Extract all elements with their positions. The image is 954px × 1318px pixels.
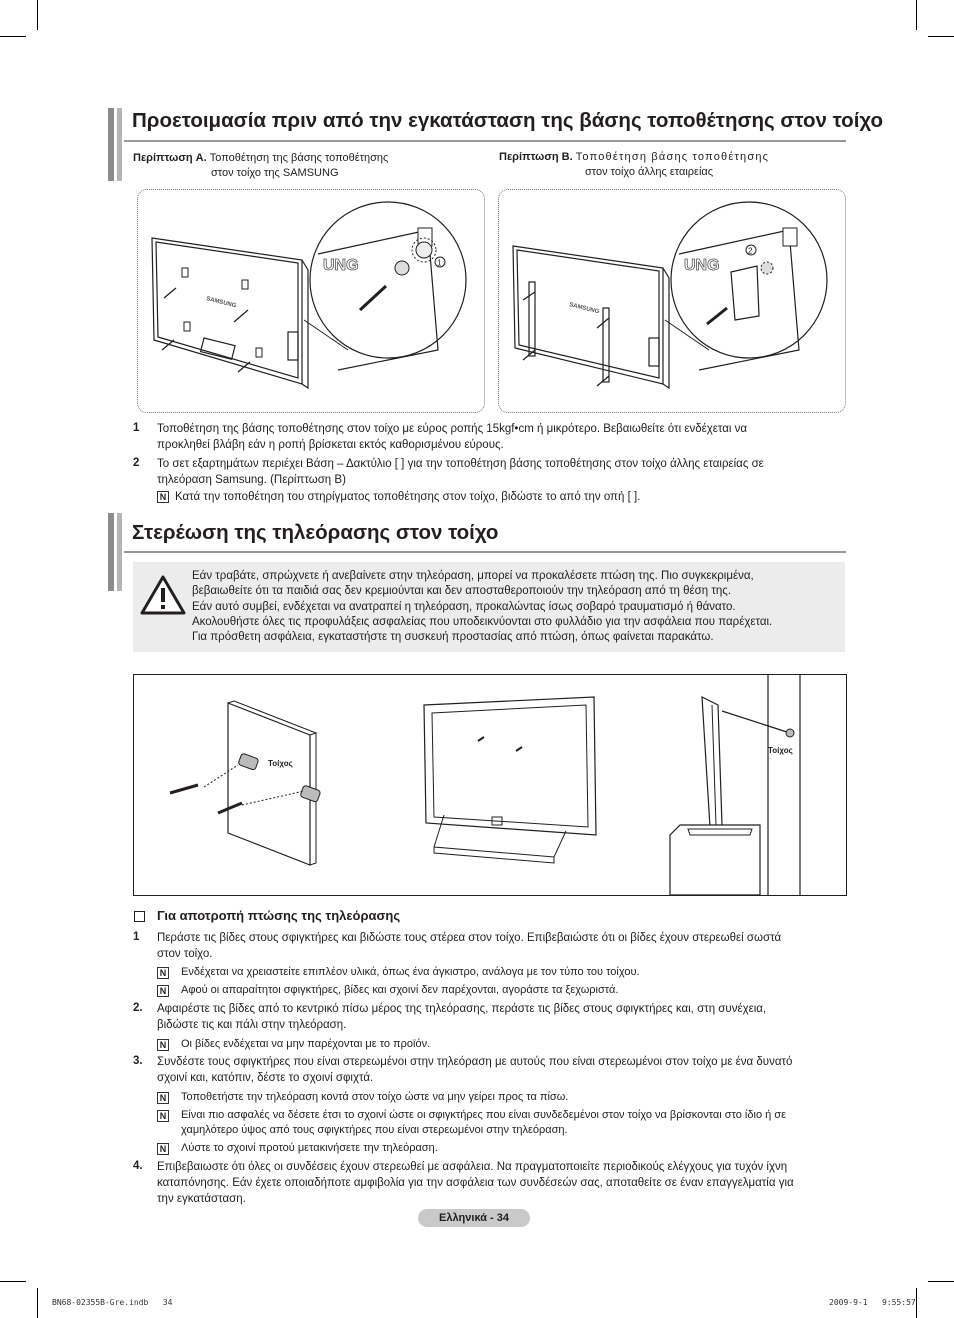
case-b-label: Περίπτωση B.: [499, 151, 573, 163]
case-a-text-2: στον τοίχο της SAMSUNG: [211, 167, 339, 179]
step-note-line: χαμηλότερο ύψος από τους σφιγκτήρες που είναι στερεωμένοι στην τηλεόραση.: [181, 1124, 568, 1136]
section-marker: [117, 513, 122, 591]
step-text: [157, 1001, 847, 1033]
footer-timestamp: 2009-9-1 9:55:57: [829, 1298, 916, 1307]
crop-mark: [916, 0, 917, 30]
crop-mark: [0, 1281, 26, 1282]
section-title: Προετοιμασία πριν από την εγκατάσταση της βάσης τοποθέτησης στον τοίχο: [132, 109, 883, 132]
title-rule: [124, 551, 846, 553]
step-note: Λύστε το σχοινί προτού μετακινήσετε την τηλεόραση.: [181, 1142, 438, 1154]
step-text: [157, 1054, 847, 1086]
subheading: Για αποτροπή πτώσης της τηλεόρασης: [157, 908, 401, 923]
footer-file: BN68-02355B-Gre.indb 34: [52, 1298, 173, 1307]
step-line: στον τοίχο.: [157, 948, 213, 960]
note-number: 1: [133, 422, 140, 434]
case-b-caption: [499, 150, 819, 180]
note-text: [157, 421, 847, 453]
case-a-text: Τοποθέτηση της βάσης τοποθέτησης: [209, 152, 389, 164]
case-a-caption: [133, 151, 433, 181]
diagram-case-a: [137, 189, 485, 413]
callout-1: 1: [437, 258, 442, 268]
step-note-line: Είναι πιο ασφαλές να δέσετε έτσι το σχοινί ώστε οι σφιγκτήρες που είναι συνδεδεμένοι στον τοίχο να βρίσκονται στο ίδιο ή σε: [181, 1109, 786, 1121]
crop-mark: [37, 0, 38, 30]
callout-2: 2: [748, 246, 753, 256]
note-icon: N: [157, 985, 169, 997]
samsung-logo: SAMSUNG: [205, 296, 237, 310]
note-icon: N: [157, 1092, 169, 1104]
warning-line: βεβαιωθείτε ότι τα παιδιά σας δεν κρεμιούνται και δεν αποσταθεροποιούν την τηλεόραση από τη θέση της.: [192, 585, 732, 598]
step-number: 2.: [133, 1002, 143, 1014]
note-line: Τοποθέτηση της βάσης τοποθέτησης στον τοίχο με εύρος ροπής 15kgf•cm ή μικρότερο. Βεβαιωθείτε ότι ενδέχεται να: [157, 423, 748, 435]
tv-back-illustration-b: [499, 190, 845, 412]
step-line: βιδώστε τις και πάλι στην τηλεόραση.: [157, 1019, 347, 1031]
case-b-text: Τοποθέτηση βάσης τοποθέτησης: [575, 151, 770, 163]
crop-mark: [928, 36, 954, 37]
sub-note: Κατά την τοποθέτηση του στηρίγματος τοποθέτησης στον τοίχο, βιδώστε το από την οπή [ ].: [175, 491, 641, 503]
crop-mark: [916, 1288, 917, 1318]
note-line: Το σετ εξαρτημάτων περιέχει Βάση – Δακτύλιο [ ] για την τοποθέτηση βάσης τοποθέτησης στον τοίχο άλλης εταιρείας σε: [157, 458, 764, 470]
note-line: τηλεόραση Samsung. (Περίπτωση B): [157, 474, 346, 486]
wall-label: Τοίχος: [768, 746, 793, 755]
note-icon: N: [157, 1110, 169, 1122]
title-rule: [124, 140, 846, 142]
step-line: σχοινί και, κατόπιν, δέστε το σχοινί σφιχτά.: [157, 1072, 374, 1084]
step-line: Αφαιρέστε τις βίδες από το κεντρικό πίσω μέρος της τηλεόρασης, περάστε τις βίδες στους σφιγκτήρες και, στη συνέχεια,: [157, 1003, 767, 1015]
note-text: [157, 456, 847, 488]
note-icon: N: [157, 967, 169, 979]
section-title: Στερέωση της τηλεόρασης στον τοίχο: [132, 521, 499, 544]
step-note: Τοποθετήστε την τηλεόραση κοντά στον τοίχο ώστε να μην γείρει προς τα πίσω.: [181, 1091, 569, 1103]
step-text: [157, 1159, 847, 1207]
warning-line: Ακολουθήστε όλες τις προφυλάξεις ασφαλείας που υποδεικνύονται στο φυλλάδιο για την ασφάλεια που παρέχεται.: [192, 615, 773, 628]
step-number: 3.: [133, 1055, 143, 1067]
crop-mark: [0, 36, 26, 37]
tv-back-illustration: [138, 190, 484, 412]
step-text: [157, 930, 847, 962]
warning-icon: [140, 574, 186, 616]
anti-tip-figure: [133, 674, 847, 896]
page-number-badge: Ελληνικά - 34: [418, 1209, 530, 1227]
samsung-logo-b: SAMSUNG: [568, 302, 600, 316]
warning-line: Εάν αυτό συμβεί, ενδέχεται να ανατραπεί η τηλεόραση, προκαλώντας ίσως σοβαρό τραυματισμό ή θάνατο.: [192, 600, 736, 613]
section-marker: [108, 513, 114, 591]
step-line: Συνδέστε τους σφιγκτήρες που είναι στερεωμένοι στην τηλεόραση με αυτούς που είναι στερεωμένοι στον τοίχο με ένα δυνατό: [157, 1056, 793, 1068]
step-line: την εγκατάσταση.: [157, 1193, 246, 1205]
step-number: 4.: [133, 1160, 143, 1172]
step-note: Αφού οι απαραίτητοι σφιγκτήρες, βίδες και σχοινί δεν παρέχονται, αγοράστε τα ξεχωριστά.: [181, 984, 619, 996]
checkbox-icon: [134, 911, 145, 922]
warning-text: [192, 569, 842, 645]
section-marker: [117, 108, 122, 181]
warning-line: Εάν τραβάτε, σπρώχνετε ή ανεβαίνετε στην τηλεόραση, μπορεί να προκαλέσετε πτώση της. Πιο συγκεκριμένα,: [192, 570, 754, 582]
crop-mark: [928, 1281, 954, 1282]
note-icon: N: [157, 491, 169, 503]
step-number: 1: [133, 931, 140, 943]
section-marker: [108, 108, 114, 181]
step-line: Επιβεβαιωστε ότι όλες οι συνδέσεις έχουν στερεωθεί με ασφάλεια. Να πραγματοποιείτε περιοδικούς ελέγχους για τυχόν ίχνη: [157, 1161, 788, 1173]
samsung-logo-partial-b: UNG: [684, 257, 720, 274]
note-line: προκληθεί βλάβη εάν η ροπή βρίσκεται εκτός καθορισμένου εύρους.: [157, 439, 504, 451]
note-icon: N: [157, 1039, 169, 1051]
step-line: Περάστε τις βίδες στους σφιγκτήρες και βιδώστε τους στέρεα στον τοίχο. Επιβεβαιώστε ότι οι βίδες έχουν στερεωθεί σωστά: [157, 932, 782, 944]
step-note: Οι βίδες ενδέχεται να μην παρέχονται με το προϊόν.: [181, 1038, 431, 1050]
step-note: [181, 1108, 841, 1138]
note-icon: N: [157, 1143, 169, 1155]
case-b-text-2: στον τοίχο άλλης εταιρείας: [585, 166, 714, 178]
step-line: καταπόνησης. Εάν έχετε οποιαδήποτε αμφιβολία για την ασφάλεια των συνδέσεών σας, αποταθείτε σε έναν επαγγελματία για: [157, 1177, 794, 1189]
wall-label: Τοίχος: [268, 759, 293, 768]
anti-tip-illustration: [134, 675, 846, 895]
case-a-label: Περίπτωση A.: [133, 152, 207, 164]
crop-mark: [37, 1288, 38, 1318]
diagram-case-b: [498, 189, 846, 413]
step-note: Ενδέχεται να χρειαστείτε επιπλέον υλικά, όπως ένα άγκιστρο, ανάλογα με τον τύπο του τοίχου.: [181, 966, 640, 978]
warning-line: Για πρόσθετη ασφάλεια, εγκαταστήστε τη συσκευή προστασίας από πτώση, όπως φαίνεται παρακάτω.: [192, 631, 714, 644]
samsung-logo-partial: UNG: [323, 257, 359, 274]
note-number: 2: [133, 457, 140, 469]
